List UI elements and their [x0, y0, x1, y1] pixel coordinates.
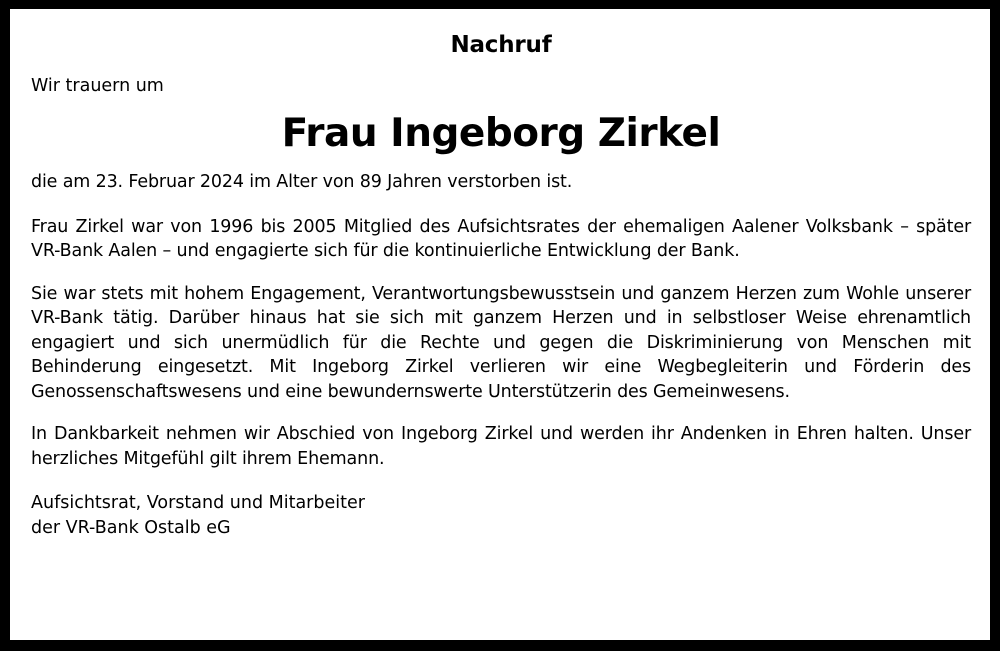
- notice-heading: Nachruf: [450, 32, 552, 58]
- intro-line: Wir trauern um: [31, 76, 164, 96]
- tribute-paragraph: Sie war stets mit hohem Engagement, Verantwortungsbewusstsein und ganzem Herzen zum Wohle unserer VR-Bank tätig. Darüber hinaus hat sie sich mit ganzem Herzen und in selbstloser Weise ehrenamtlich engagiert und sich unermüdlich für die Rechte und gegen die Diskriminierung von Menschen mit Behinderung eingesetzt. Mit Ingeborg Zirkel verlieren wir eine Wegbegleiterin und Förderin des Genossenschaftswesens und eine bewundernswerte Unterstützerin des Gemeinwesens.: [31, 283, 971, 402]
- obituary-notice: [31, 30, 971, 540]
- deceased-name: Frau Ingeborg Zirkel: [281, 111, 721, 156]
- career-paragraph: Frau Zirkel war von 1996 bis 2005 Mitglied des Aufsichtsrates der ehemaligen Aalener Volksbank – später VR-Bank Aalen – und engagierte sich für die kontinuierliche Entwicklung der Bank.: [31, 216, 971, 261]
- signature-line-1: Aufsichtsrat, Vorstand und Mitarbeiter: [31, 493, 365, 513]
- death-date-paragraph: die am 23. Februar 2024 im Alter von 89 Jahren verstorben ist.: [31, 172, 573, 192]
- farewell-paragraph: In Dankbarkeit nehmen wir Abschied von Ingeborg Zirkel und werden ihr Andenken in Ehren halten. Unser herzliches Mitgefühl gilt ihrem Ehemann.: [31, 424, 971, 469]
- signature-block: [31, 491, 971, 540]
- signature-line-2: der VR-Bank Ostalb eG: [31, 517, 231, 538]
